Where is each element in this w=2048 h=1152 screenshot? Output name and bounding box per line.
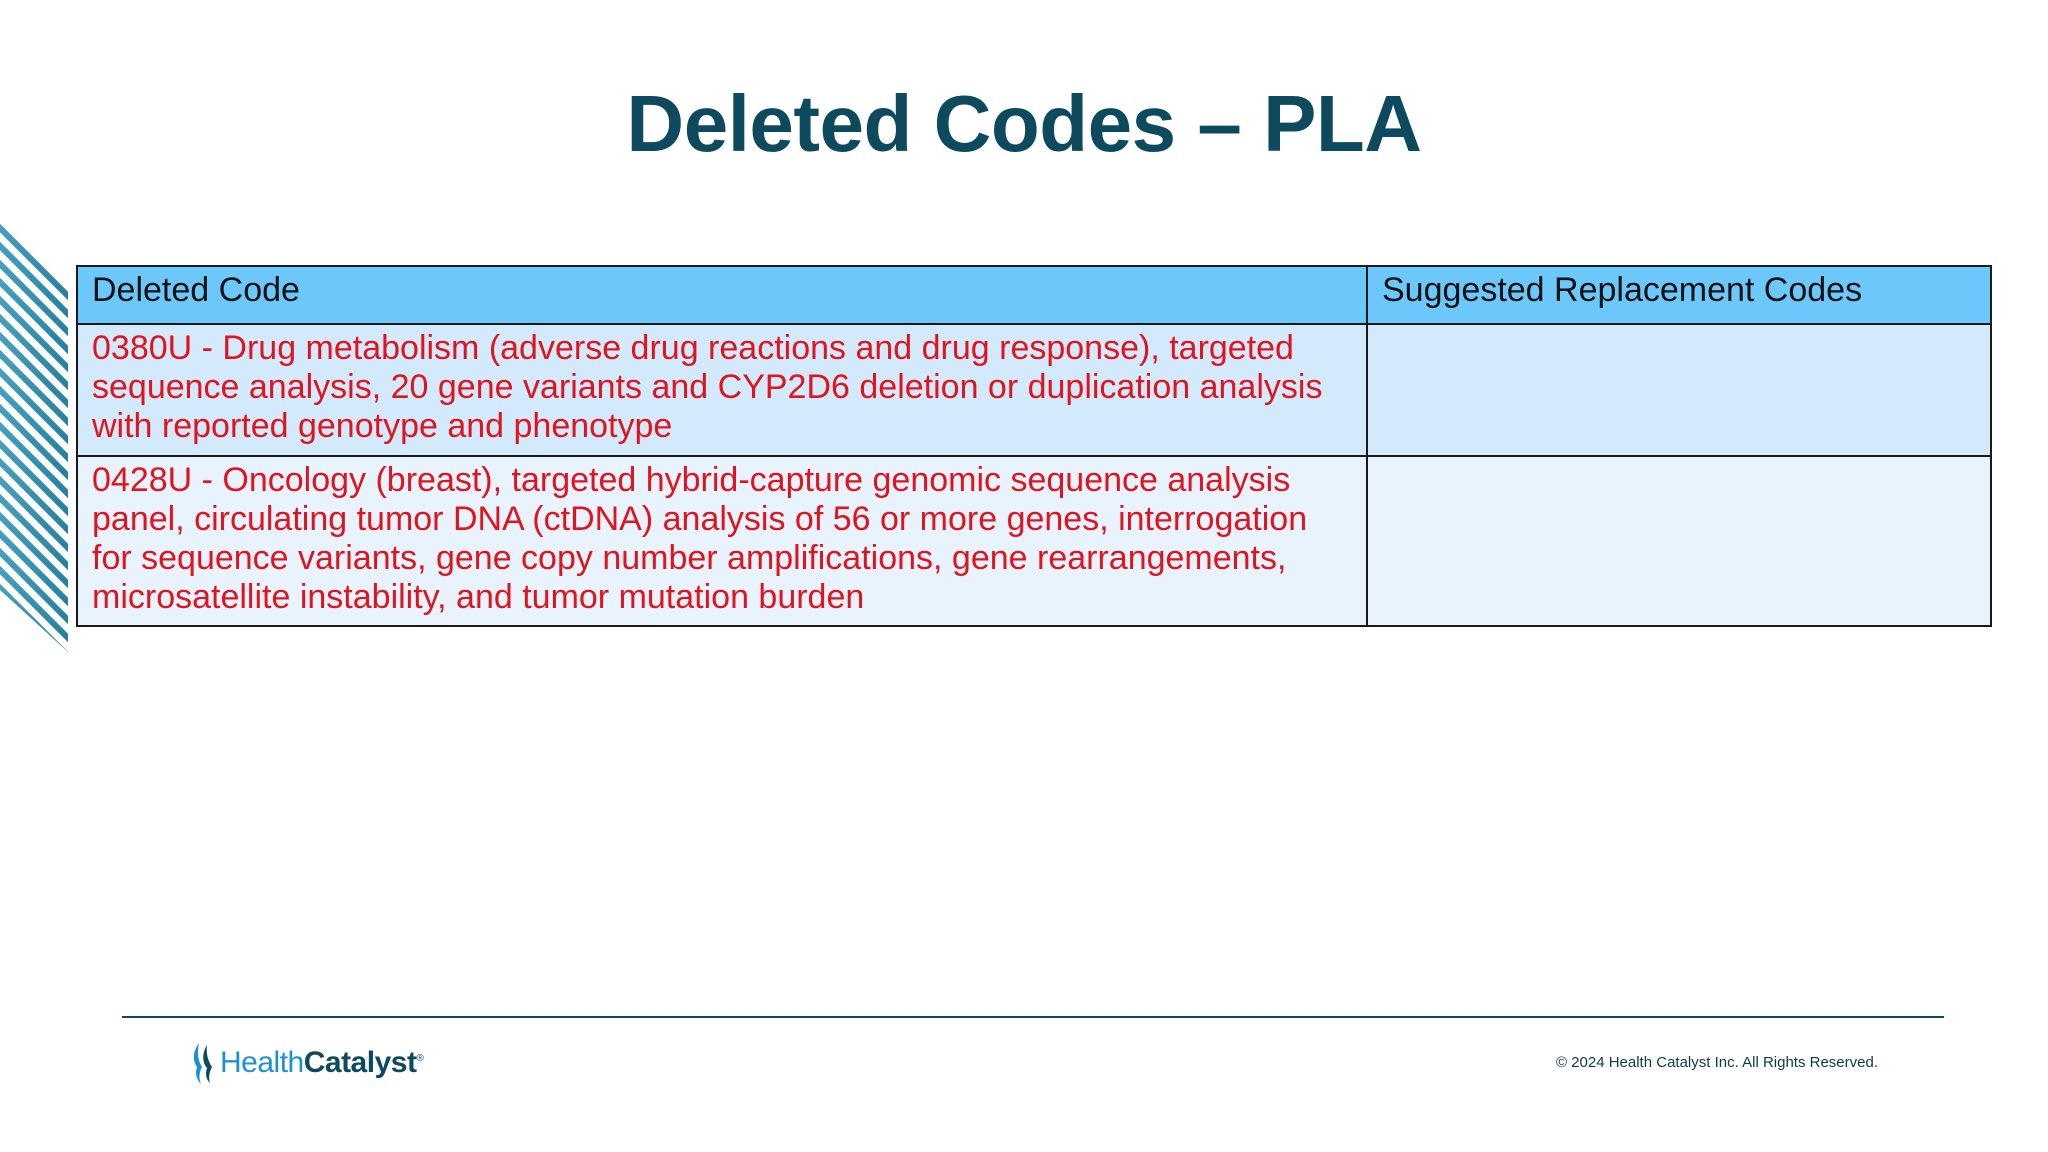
header-deleted-code: Deleted Code: [77, 266, 1367, 324]
health-catalyst-flame-icon: [190, 1041, 216, 1085]
table-row: [77, 324, 1991, 456]
footer-divider: [122, 1016, 1944, 1018]
health-catalyst-logo: [190, 1040, 423, 1086]
replacement-code-cell: [1367, 324, 1991, 456]
slide-title: Deleted Codes – PLA: [626, 79, 1422, 168]
deleted-code-cell: 0380U - Drug metabolism (adverse drug reactions and drug response), targeted sequence analysis, 20 gene variants and CYP2D6 deletion or duplication analysis with reported genotype and phenotype: [77, 324, 1367, 456]
deleted-code-cell: 0428U - Oncology (breast), targeted hybrid-capture genomic sequence analysis panel, circulating tumor DNA (ctDNA) analysis of 56 or more genes, interrogation for sequence variants, gene copy number amplifications, gene rearrangements, microsatellite instability, and tumor mutation burden: [77, 456, 1367, 626]
table-header-row: [77, 266, 1991, 324]
logo-trademark: ®: [416, 1053, 424, 1064]
header-suggested-replacement: Suggested Replacement Codes: [1367, 266, 1991, 324]
logo-text-catalyst: Catalyst: [303, 1046, 417, 1079]
table-row: [77, 456, 1991, 626]
diagonal-stripes-decoration: [0, 218, 68, 652]
deleted-codes-table: [76, 265, 1990, 627]
copyright-notice: © 2024 Health Catalyst Inc. All Rights Reserved.: [1555, 1054, 1878, 1071]
logo-text-health: Health: [220, 1046, 304, 1079]
replacement-code-cell: [1367, 456, 1991, 626]
